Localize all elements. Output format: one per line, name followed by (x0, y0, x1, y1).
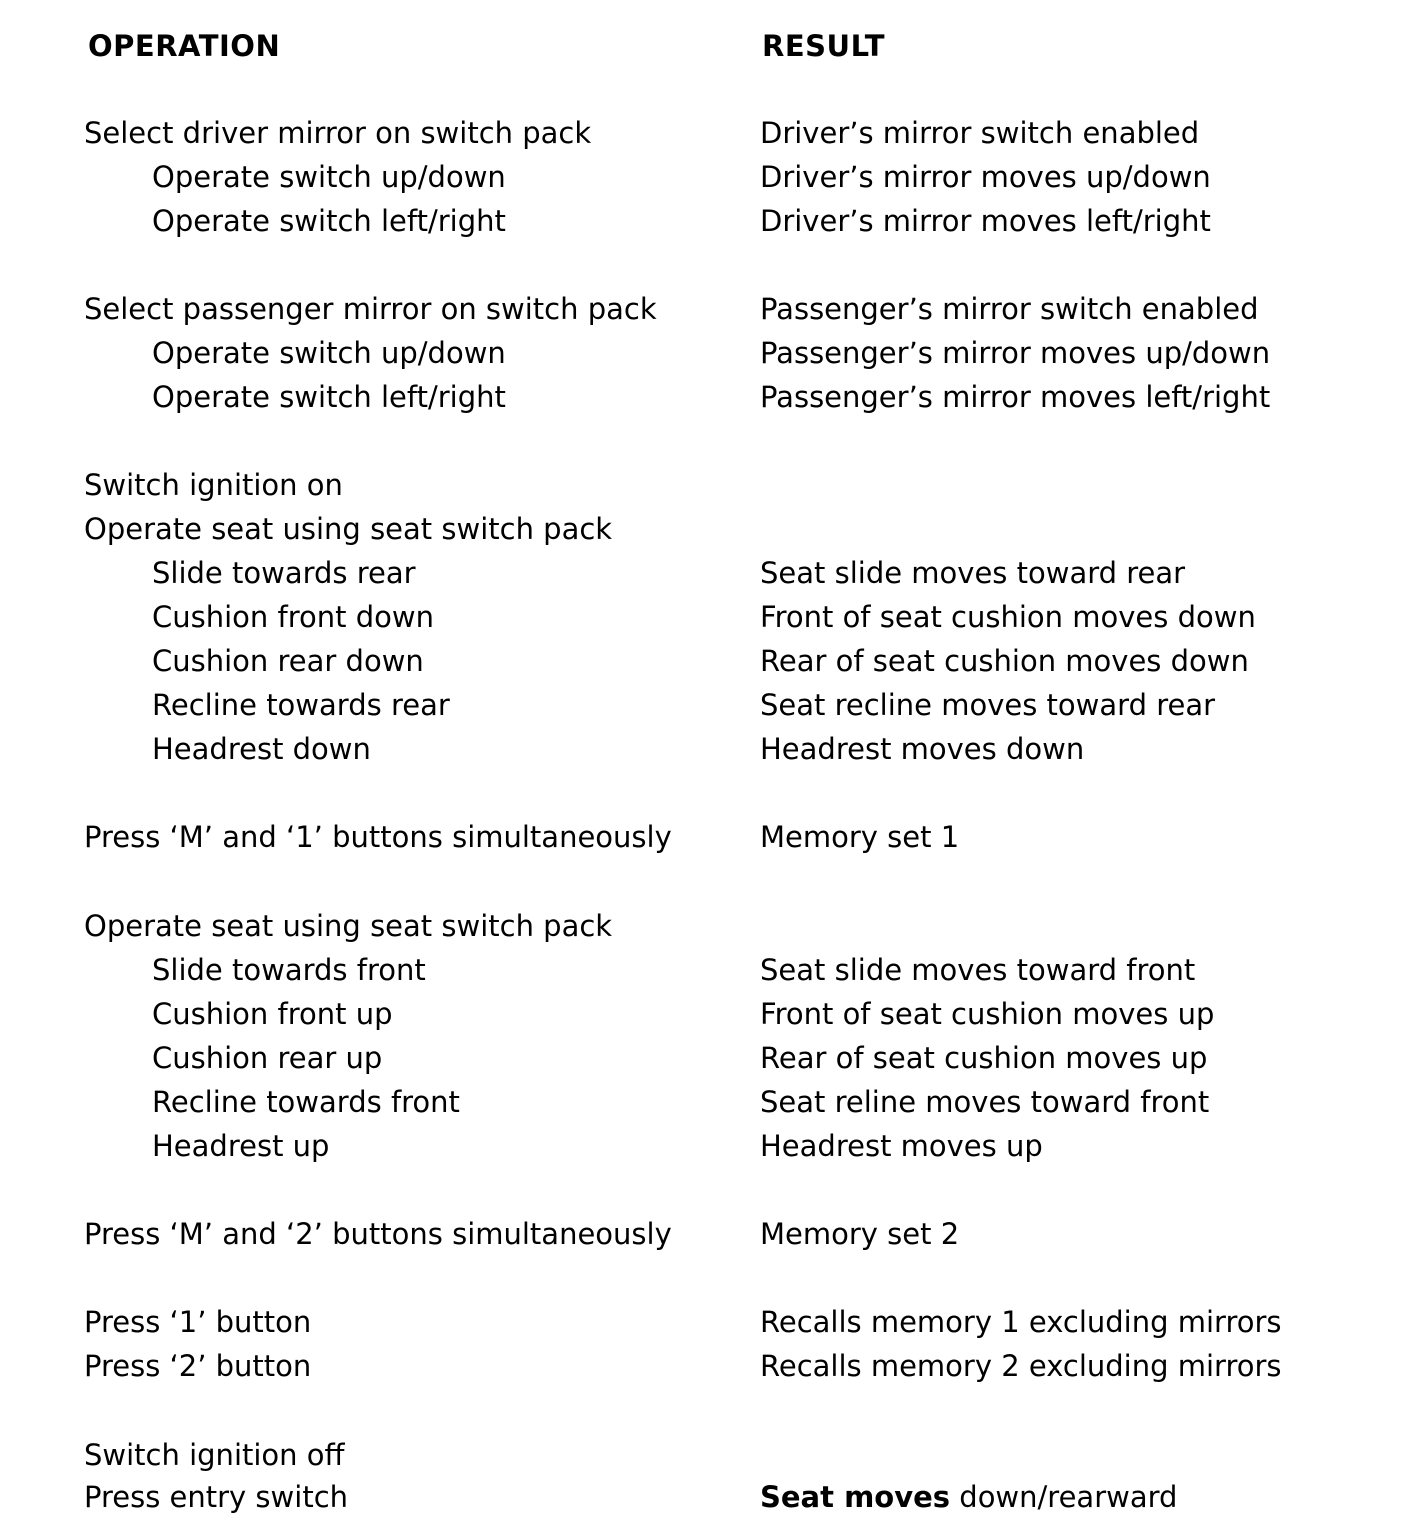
operation-text: Recline towards rear (152, 688, 450, 722)
result-remainder: down/rearward (950, 1480, 1178, 1514)
table-row (0, 379, 1408, 415)
table-row (0, 908, 1408, 944)
table-row (0, 1128, 1408, 1164)
result-text: Seat recline moves toward rear (760, 688, 1216, 722)
result-text: Seat slide moves toward front (760, 953, 1196, 987)
result-text (760, 1479, 1177, 1515)
result-text: Headrest moves down (760, 732, 1085, 766)
operation-text: Switch ignition on (84, 468, 343, 502)
result-emphasis: Seat moves (760, 1480, 951, 1514)
operation-text: Press ‘M’ and ‘1’ buttons simultaneously (84, 820, 672, 854)
operation-text: Cushion front up (152, 997, 393, 1031)
operation-text: Headrest up (152, 1129, 330, 1163)
table-row (0, 1084, 1408, 1120)
result-text: Memory set 1 (760, 820, 960, 854)
result-text: Passenger’s mirror switch enabled (760, 292, 1259, 326)
table-row (0, 291, 1408, 327)
result-text: Memory set 2 (760, 1217, 960, 1251)
result-text: Passenger’s mirror moves left/right (760, 380, 1271, 414)
result-text: Recalls memory 1 excluding mirrors (760, 1305, 1282, 1339)
table-row (0, 731, 1408, 767)
result-text: Seat reline moves toward front (760, 1085, 1210, 1119)
result-text: Driver’s mirror switch enabled (760, 116, 1200, 150)
operation-text: Press ‘2’ button (84, 1349, 312, 1383)
table-row (0, 335, 1408, 371)
result-text: Front of seat cushion moves up (760, 997, 1215, 1031)
operation-text: Press ‘M’ and ‘2’ buttons simultaneously (84, 1217, 672, 1251)
result-text: Passenger’s mirror moves up/down (760, 336, 1271, 370)
table-row (0, 467, 1408, 503)
operation-text: Operate seat using seat switch pack (84, 909, 613, 943)
result-text: Headrest moves up (760, 1129, 1043, 1163)
operation-text: Operate switch left/right (152, 204, 506, 238)
operation-text: Operate switch up/down (152, 336, 506, 370)
table-row (0, 203, 1408, 239)
operation-text: Cushion rear down (152, 644, 424, 678)
table-row (0, 1216, 1408, 1252)
operation-text: Recline towards front (152, 1085, 460, 1119)
operation-text: Press entry switch (84, 1480, 349, 1514)
operation-column-header: OPERATION (88, 29, 281, 63)
operation-text: Select passenger mirror on switch pack (84, 292, 657, 326)
operation-text: Slide towards rear (152, 556, 416, 590)
operation-text: Switch ignition off (84, 1438, 345, 1472)
table-row (0, 1479, 1408, 1515)
operation-text: Headrest down (152, 732, 371, 766)
operation-text: Operate seat using seat switch pack (84, 512, 613, 546)
result-text: Recalls memory 2 excluding mirrors (760, 1349, 1282, 1383)
table-row (0, 643, 1408, 679)
table-row (0, 1348, 1408, 1384)
operation-text: Select driver mirror on switch pack (84, 116, 592, 150)
table-row (0, 115, 1408, 151)
table-row (0, 996, 1408, 1032)
table-row (0, 1040, 1408, 1076)
operation-text: Press ‘1’ button (84, 1305, 312, 1339)
operation-text: Operate switch left/right (152, 380, 506, 414)
operation-text: Cushion rear up (152, 1041, 383, 1075)
result-text: Rear of seat cushion moves down (760, 644, 1249, 678)
operation-text: Slide towards front (152, 953, 426, 987)
table-row (0, 952, 1408, 988)
result-text: Front of seat cushion moves down (760, 600, 1256, 634)
result-text: Rear of seat cushion moves up (760, 1041, 1208, 1075)
result-text: Seat slide moves toward rear (760, 556, 1186, 590)
table-row (0, 1437, 1408, 1473)
operation-text: Cushion front down (152, 600, 434, 634)
result-column-header: RESULT (762, 29, 886, 63)
table-row (0, 511, 1408, 547)
result-text: Driver’s mirror moves up/down (760, 160, 1211, 194)
table-row (0, 687, 1408, 723)
table-row (0, 555, 1408, 591)
table-row (0, 1304, 1408, 1340)
table-row (0, 599, 1408, 635)
table-row (0, 819, 1408, 855)
operation-text: Operate switch up/down (152, 160, 506, 194)
table-row (0, 159, 1408, 195)
result-text: Driver’s mirror moves left/right (760, 204, 1211, 238)
